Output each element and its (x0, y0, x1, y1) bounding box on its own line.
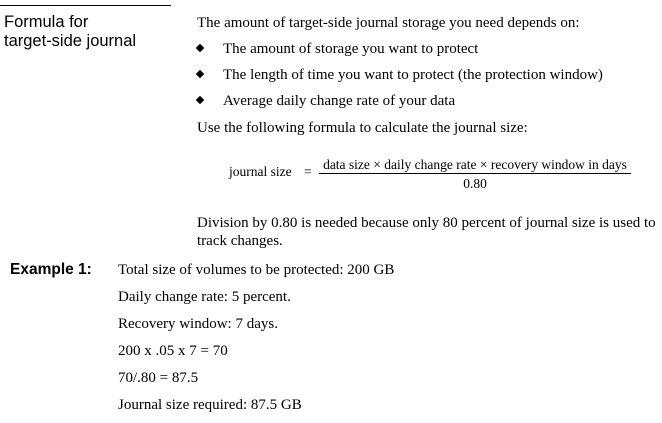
section-rule (0, 5, 171, 6)
example-line: Journal size required: 87.5 GB (118, 397, 302, 413)
requirements-list (197, 40, 603, 118)
section-heading-line2: target-side journal (4, 32, 137, 50)
example-label: Example 1: (10, 261, 92, 278)
division-note: Division by 0.80 is needed because only 80 percent of journal size is used to track changes. (197, 215, 656, 249)
journal-size-formula (229, 157, 639, 191)
list-item-text: The amount of storage you want to protect (223, 41, 479, 57)
list-item (197, 66, 603, 92)
diamond-bullet-icon (196, 44, 204, 52)
section-heading-line1: Formula for (4, 13, 89, 31)
intro-text: The amount of target-side journal storage you need depends on: (197, 15, 580, 31)
example-lines (118, 261, 394, 423)
formula-fraction (319, 157, 631, 192)
example-line: Total size of volumes to be protected: 200 GB (118, 262, 395, 278)
formula-denominator: 0.80 (463, 176, 487, 191)
diamond-bullet-icon (196, 70, 204, 78)
example-line: 70/.80 = 87.5 (118, 370, 199, 386)
formula-numerator: data size × daily change rate × recovery window in days (323, 157, 627, 172)
list-item (197, 92, 603, 118)
list-item-text: Average daily change rate of your data (223, 93, 456, 109)
example-line: Recovery window: 7 days. (118, 316, 278, 332)
formula-intro-text: Use the following formula to calculate the journal size: (197, 120, 528, 136)
section-heading (4, 13, 169, 51)
example-line: Daily change rate: 5 percent. (118, 289, 291, 305)
formula-lhs: journal size (229, 164, 292, 179)
diamond-bullet-icon (196, 96, 204, 104)
list-item (197, 40, 603, 66)
list-item-text: The length of time you want to protect (the protection window) (223, 67, 603, 83)
example-line: 200 x .05 x 7 = 70 (118, 343, 228, 359)
fraction-bar (319, 173, 631, 174)
formula-equals: = (304, 164, 312, 179)
